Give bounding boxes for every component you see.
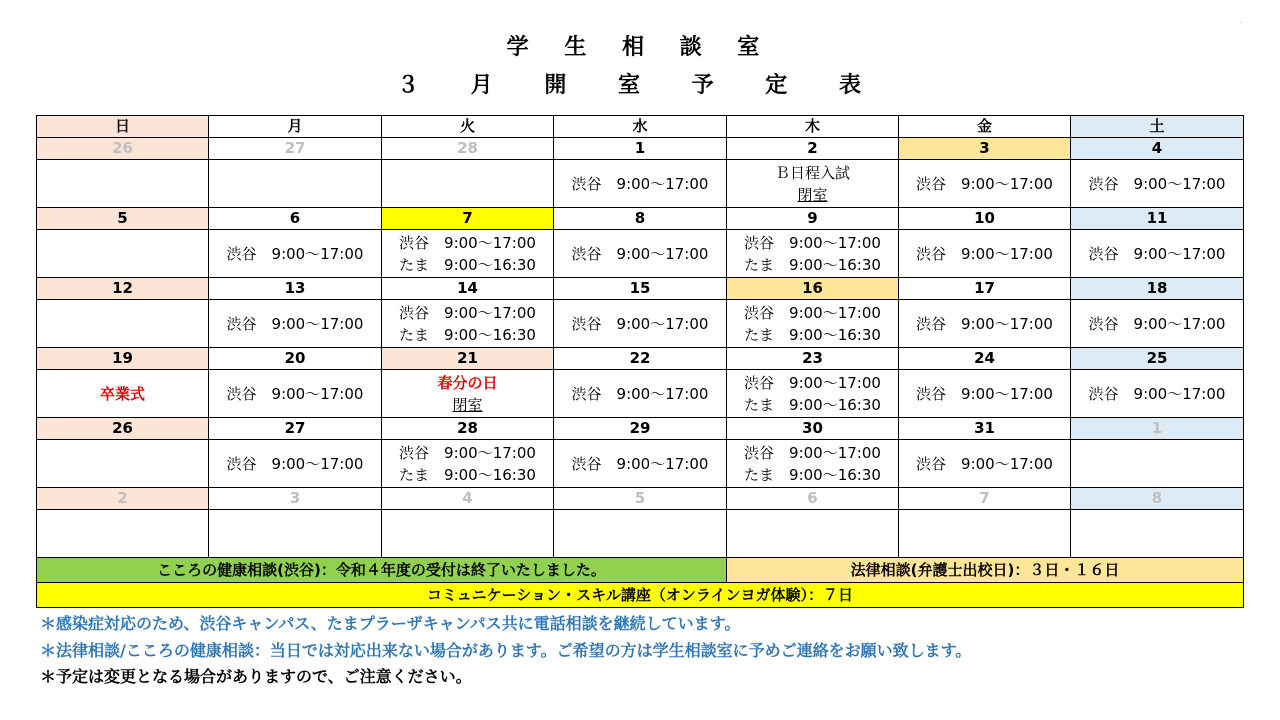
schedule-cell-wed: [554, 230, 727, 278]
date-row: [37, 418, 1244, 440]
hours-text: たま 9:00～16:30: [399, 465, 536, 484]
date-cell-sun: 26: [37, 418, 209, 440]
hours-text: 渋谷 9:00～17:00: [1088, 244, 1226, 263]
closed-label: 閉室: [797, 185, 828, 204]
schedule-row: [37, 440, 1244, 488]
communication-notice: コミュニケーション・スキル講座（オンラインヨガ体験）：７日: [37, 583, 1244, 608]
schedule-cell-wed: [554, 160, 727, 208]
weekday-fri: 金: [899, 116, 1071, 138]
date-cell-sun: 12: [37, 278, 209, 300]
schedule-cell-sat: [1071, 510, 1244, 558]
schedule-cell-sun: [37, 160, 209, 208]
schedule-cell-mon: [209, 510, 382, 558]
note-same-day: ＊法律相談/こころの健康相談：当日では対応出来ない場合があります。ご希望の方は学生相談室に予めご連絡をお願い致します。: [40, 641, 972, 660]
event-label: 春分の日: [437, 373, 498, 392]
date-cell-mon: 3: [209, 488, 382, 510]
hours-text: 渋谷 9:00～17:00: [226, 454, 364, 473]
date-cell-sun: 19: [37, 348, 209, 370]
date-row: [37, 278, 1244, 300]
hours-text: 渋谷 9:00～17:00: [399, 303, 536, 322]
hours-text: 渋谷 9:00～17:00: [226, 314, 364, 333]
date-cell-wed: 15: [554, 278, 727, 300]
corner-dot: .: [1240, 18, 1242, 25]
note-schedule-change: ＊予定は変更となる場合がありますので、ご注意ください。: [40, 667, 472, 686]
page-subtitle: ３ 月 開 室 予 定 表: [397, 73, 883, 98]
schedule-cell-fri: [899, 160, 1071, 208]
schedule-cell-tue: [382, 300, 554, 348]
hours-text: 渋谷 9:00～17:00: [399, 233, 536, 252]
houritsu-notice: 法律相談(弁護士出校日)：３日・１６日: [727, 558, 1244, 583]
schedule-cell-wed: [554, 510, 727, 558]
hours-text: 渋谷 9:00～17:00: [226, 244, 364, 263]
date-cell-tue: 7: [382, 208, 554, 230]
schedule-cell-fri: [899, 370, 1071, 418]
date-cell-fri: 17: [899, 278, 1071, 300]
hours-text: 渋谷 9:00～17:00: [744, 303, 881, 322]
date-cell-mon: 20: [209, 348, 382, 370]
schedule-row: [37, 370, 1244, 418]
date-cell-thu: 16: [727, 278, 899, 300]
schedule-cell-fri: [899, 510, 1071, 558]
schedule-cell-sun: [37, 510, 209, 558]
date-cell-sun: 5: [37, 208, 209, 230]
hours-text: 渋谷 9:00～17:00: [916, 314, 1053, 333]
note-phone-consultation: ＊感染症対応のため、渋谷キャンパス、たまプラーザキャンパス共に電話相談を継続しています。: [40, 614, 741, 633]
schedule-cell-tue: [382, 160, 554, 208]
event-label: 卒業式: [99, 384, 145, 403]
date-cell-sat: 11: [1071, 208, 1244, 230]
schedule-cell-wed: [554, 300, 727, 348]
hours-text: 渋谷 9:00～17:00: [1088, 384, 1226, 403]
closed-label: 閉室: [452, 395, 483, 414]
schedule-row: [37, 160, 1244, 208]
hours-text: 渋谷 9:00～17:00: [1088, 314, 1226, 333]
schedule-cell-sun: [37, 440, 209, 488]
hours-text: たま 9:00～16:30: [399, 325, 536, 344]
page-title: 学 生 相 談 室: [506, 35, 774, 60]
hours-text: 渋谷 9:00～17:00: [916, 174, 1053, 193]
schedule-cell-thu: [727, 440, 899, 488]
schedule-cell-fri: [899, 300, 1071, 348]
weekday-mon: 月: [209, 116, 382, 138]
date-cell-sat: 1: [1071, 418, 1244, 440]
date-cell-mon: 27: [209, 418, 382, 440]
schedule-cell-wed: [554, 440, 727, 488]
date-cell-thu: 9: [727, 208, 899, 230]
date-cell-wed: 5: [554, 488, 727, 510]
hours-text: 渋谷 9:00～17:00: [744, 233, 881, 252]
schedule-cell-sat: [1071, 160, 1244, 208]
schedule-cell-sun: [37, 230, 209, 278]
schedule-row: [37, 230, 1244, 278]
schedule-cell-mon: [209, 370, 382, 418]
date-row: [37, 208, 1244, 230]
hours-text: 渋谷 9:00～17:00: [399, 443, 536, 462]
date-row: [37, 348, 1244, 370]
date-cell-fri: 31: [899, 418, 1071, 440]
schedule-cell-thu: [727, 230, 899, 278]
weekday-wed: 水: [554, 116, 727, 138]
schedule-cell-thu: [727, 160, 899, 208]
footer-table: [36, 557, 1244, 608]
date-cell-tue: 28: [382, 138, 554, 160]
schedule-cell-sat: [1071, 370, 1244, 418]
date-cell-fri: 24: [899, 348, 1071, 370]
date-cell-sat: 25: [1071, 348, 1244, 370]
date-cell-tue: 28: [382, 418, 554, 440]
schedule-cell-sat: [1071, 440, 1244, 488]
date-cell-thu: 23: [727, 348, 899, 370]
schedule-cell-sat: [1071, 300, 1244, 348]
kokoro-notice: こころの健康相談(渋谷)：令和４年度の受付は終了いたしました。: [37, 558, 727, 583]
hours-text: 渋谷 9:00～17:00: [916, 454, 1053, 473]
date-cell-wed: 8: [554, 208, 727, 230]
schedule-cell-sun: [37, 370, 209, 418]
hours-text: 渋谷 9:00～17:00: [571, 174, 709, 193]
hours-text: たま 9:00～16:30: [744, 255, 881, 274]
hours-text: 渋谷 9:00～17:00: [1088, 174, 1226, 193]
hours-text: 渋谷 9:00～17:00: [571, 314, 709, 333]
schedule-cell-fri: [899, 440, 1071, 488]
schedule-cell-mon: [209, 300, 382, 348]
date-cell-fri: 3: [899, 138, 1071, 160]
hours-text: 渋谷 9:00～17:00: [744, 443, 881, 462]
hours-text: 渋谷 9:00～17:00: [226, 384, 364, 403]
calendar-table: [36, 115, 1244, 558]
event-label: Ｂ日程入試: [774, 163, 850, 182]
hours-text: 渋谷 9:00～17:00: [916, 244, 1053, 263]
hours-text: 渋谷 9:00～17:00: [571, 244, 709, 263]
date-cell-mon: 13: [209, 278, 382, 300]
weekday-sun: 日: [37, 116, 209, 138]
schedule-cell-sat: [1071, 230, 1244, 278]
date-cell-sat: 4: [1071, 138, 1244, 160]
hours-text: たま 9:00～16:30: [744, 325, 881, 344]
weekday-sat: 土: [1071, 116, 1244, 138]
schedule-cell-tue: [382, 440, 554, 488]
schedule-cell-mon: [209, 440, 382, 488]
schedule-row: [37, 510, 1244, 558]
weekday-tue: 火: [382, 116, 554, 138]
hours-text: たま 9:00～16:30: [744, 465, 881, 484]
schedule-cell-tue: [382, 230, 554, 278]
date-row: [37, 138, 1244, 160]
date-cell-wed: 22: [554, 348, 727, 370]
schedule-cell-tue: [382, 370, 554, 418]
schedule-cell-wed: [554, 370, 727, 418]
date-cell-thu: 6: [727, 488, 899, 510]
hours-text: 渋谷 9:00～17:00: [916, 384, 1053, 403]
date-cell-thu: 30: [727, 418, 899, 440]
date-cell-fri: 10: [899, 208, 1071, 230]
date-cell-mon: 27: [209, 138, 382, 160]
date-cell-sat: 8: [1071, 488, 1244, 510]
hours-text: 渋谷 9:00～17:00: [744, 373, 881, 392]
schedule-row: [37, 300, 1244, 348]
date-cell-sun: 2: [37, 488, 209, 510]
schedule-cell-thu: [727, 300, 899, 348]
hours-text: たま 9:00～16:30: [399, 255, 536, 274]
schedule-cell-thu: [727, 370, 899, 418]
date-cell-sat: 18: [1071, 278, 1244, 300]
date-cell-tue: 4: [382, 488, 554, 510]
date-cell-tue: 21: [382, 348, 554, 370]
date-cell-fri: 7: [899, 488, 1071, 510]
date-row: [37, 488, 1244, 510]
schedule-cell-mon: [209, 160, 382, 208]
date-cell-tue: 14: [382, 278, 554, 300]
schedule-cell-fri: [899, 230, 1071, 278]
date-cell-thu: 2: [727, 138, 899, 160]
date-cell-sun: 26: [37, 138, 209, 160]
date-cell-wed: 29: [554, 418, 727, 440]
hours-text: たま 9:00～16:30: [744, 395, 881, 414]
schedule-cell-sun: [37, 300, 209, 348]
schedule-cell-tue: [382, 510, 554, 558]
schedule-cell-thu: [727, 510, 899, 558]
date-cell-wed: 1: [554, 138, 727, 160]
weekday-thu: 木: [727, 116, 899, 138]
hours-text: 渋谷 9:00～17:00: [571, 384, 709, 403]
hours-text: 渋谷 9:00～17:00: [571, 454, 709, 473]
weekday-header-row: [37, 116, 1244, 138]
schedule-cell-mon: [209, 230, 382, 278]
date-cell-mon: 6: [209, 208, 382, 230]
